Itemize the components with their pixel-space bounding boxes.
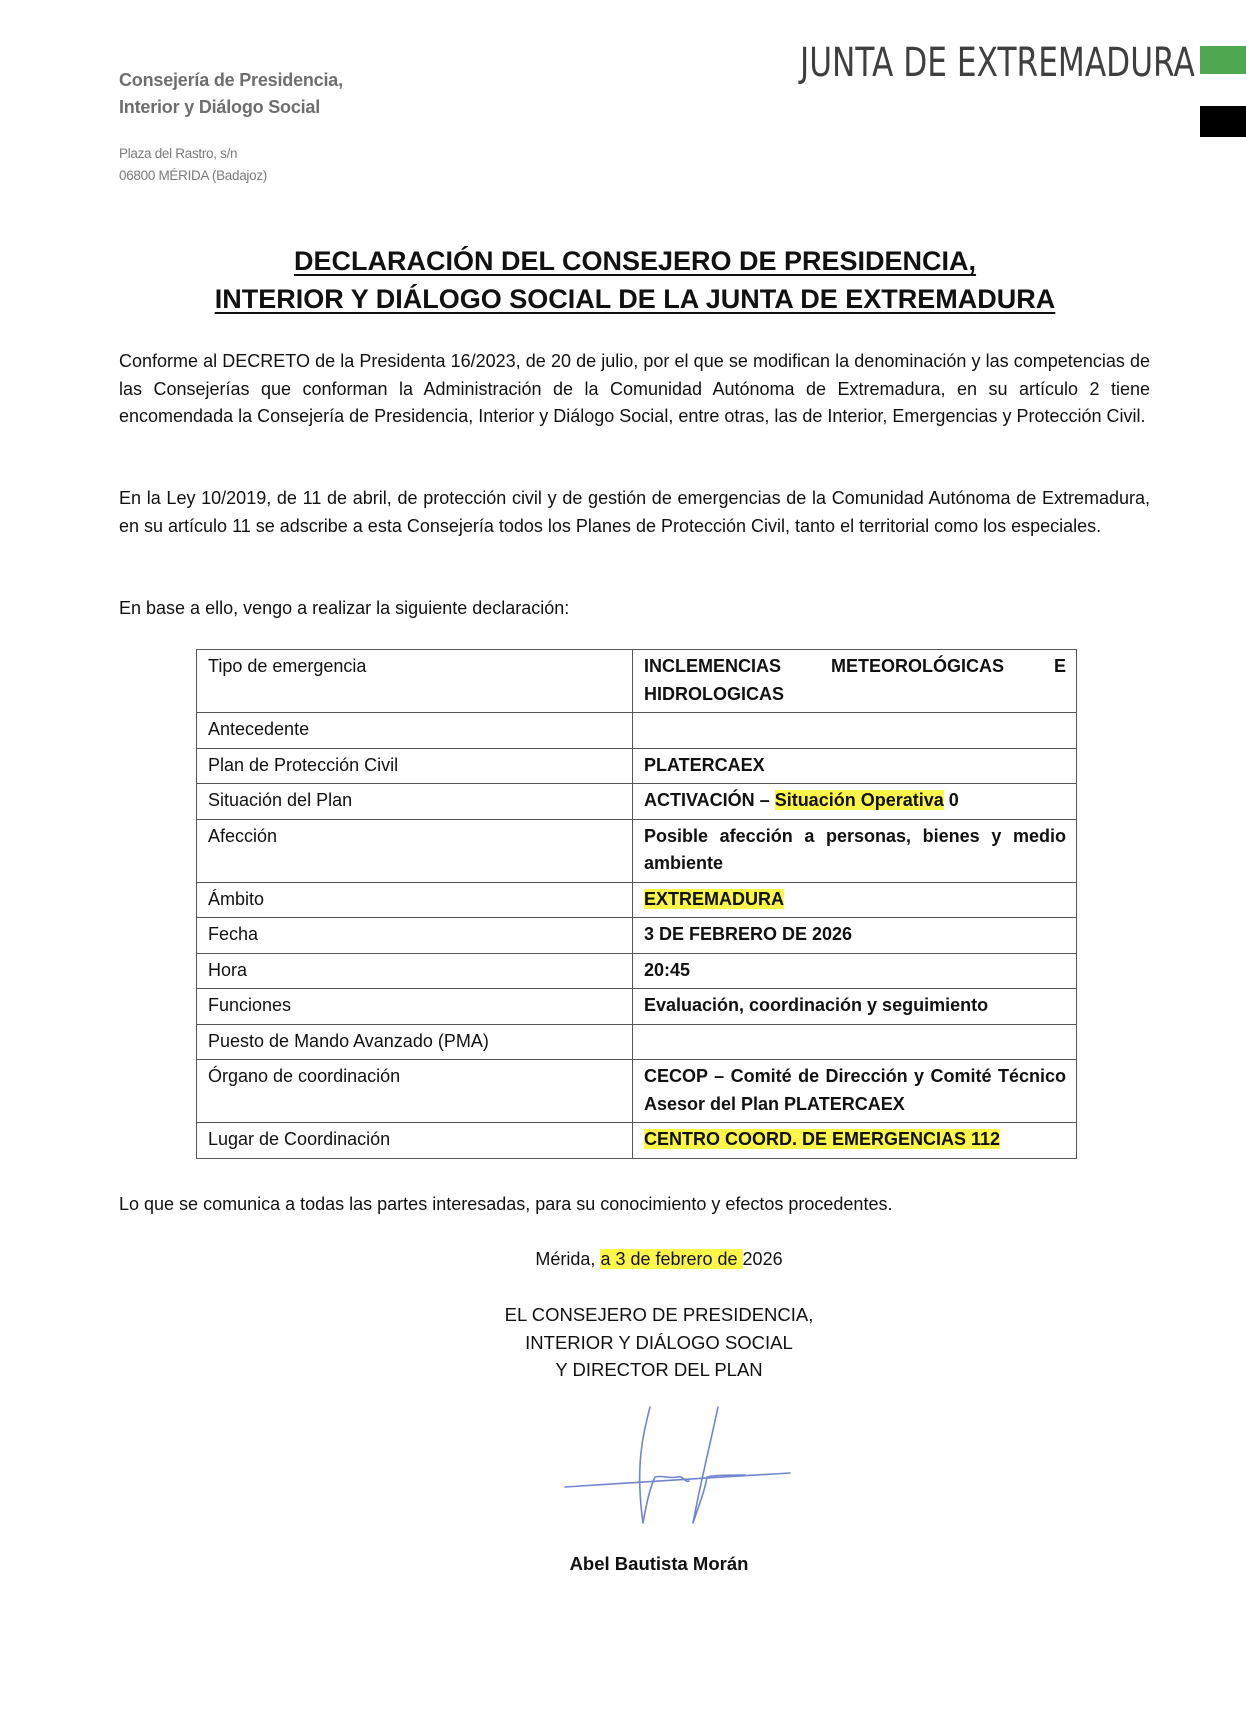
address-line2: 06800 MÉRIDA (Badajoz)	[119, 168, 267, 183]
place-and-date	[0, 1246, 1246, 1273]
title-line2: INTERIOR Y DIÁLOGO SOCIAL DE LA JUNTA DE EXTREMADURA	[214, 284, 1056, 314]
department-address	[119, 143, 267, 187]
address-line1: Plaza del Rastro, s/n	[119, 146, 238, 161]
row-value: Posible afección a personas, bienes y medio ambiente	[633, 819, 1077, 882]
title-line1: DECLARACIÓN DEL CONSEJERO DE PRESIDENCIA,	[293, 246, 977, 276]
row-value	[633, 784, 1077, 820]
row-label: Tipo de emergencia	[197, 650, 633, 713]
row-label: Antecedente	[197, 713, 633, 749]
row-value	[633, 882, 1077, 918]
row-value: 3 DE FEBRERO DE 2026	[633, 918, 1077, 954]
table-row	[197, 784, 1077, 820]
row-label: Órgano de coordinación	[197, 1060, 633, 1123]
row-value	[633, 1123, 1077, 1159]
document-title	[0, 242, 1246, 318]
department-name-line1: Consejería de Presidencia,	[119, 70, 343, 90]
closing-paragraph: Lo que se comunica a todas las partes interesadas, para su conocimiento y efectos procedentes.	[119, 1194, 893, 1214]
row-value	[633, 713, 1077, 749]
row-value: 20:45	[633, 953, 1077, 989]
row-value: Evaluación, coordinación y seguimiento	[633, 989, 1077, 1025]
department-name	[119, 67, 343, 121]
row-value: CECOP – Comité de Dirección y Comité Técnico Asesor del Plan PLATERCAEX	[633, 1060, 1077, 1123]
table-row	[197, 748, 1077, 784]
table-row	[197, 918, 1077, 954]
row-label: Afección	[197, 819, 633, 882]
row-label: Situación del Plan	[197, 784, 633, 820]
table-row	[197, 650, 1077, 713]
place-prefix: Mérida,	[535, 1249, 601, 1269]
flag-green-stripe	[1200, 46, 1246, 74]
handwritten-signature-icon	[555, 1405, 815, 1530]
row-label: Puesto de Mando Avanzado (PMA)	[197, 1024, 633, 1060]
signatory-title-line3: Y DIRECTOR DEL PLAN	[555, 1359, 763, 1380]
junta-logo: JUNTA DE EXTREMADURA	[800, 40, 1195, 86]
paragraph-ley: En la Ley 10/2019, de 11 de abril, de protección civil y de gestión de emergencias de la Comunidad Autónoma de Extremadura, en su artículo 11 se adscribe a esta Consejería todos los Planes de Protección Civil, tanto el territorial como los especiales.	[119, 488, 1150, 536]
value-suffix: 0	[943, 790, 959, 810]
signatory-title-line1: EL CONSEJERO DE PRESIDENCIA,	[504, 1304, 814, 1325]
highlighted-text: EXTREMADURA	[644, 888, 785, 909]
table-row	[197, 1024, 1077, 1060]
table-row	[197, 1060, 1077, 1123]
table-row	[197, 713, 1077, 749]
row-label: Ámbito	[197, 882, 633, 918]
department-name-line2: Interior y Diálogo Social	[119, 97, 321, 117]
table-row	[197, 882, 1077, 918]
row-value: PLATERCAEX	[633, 748, 1077, 784]
table-row	[197, 953, 1077, 989]
place-year: 2026	[742, 1249, 783, 1269]
declaration-table	[196, 649, 1077, 1159]
highlighted-text: CENTRO COORD. DE EMERGENCIAS 112	[644, 1129, 1001, 1149]
paragraph-decreto: Conforme al DECRETO de la Presidenta 16/2023, de 20 de julio, por el que se modifican la denominación y las competencias de las Consejerías que conforman la Administración de la Comunidad Autónoma de Extremadura, en su artículo 2 tiene encomendada la Consejería de Presidencia, Interior y Diálogo Social, entre otras, las de Interior, Emergencias y Protección Civil.	[119, 351, 1150, 426]
value-prefix: ACTIVACIÓN –	[644, 790, 775, 810]
row-label: Plan de Protección Civil	[197, 748, 633, 784]
table-row	[197, 989, 1077, 1025]
paragraph-intro: En base a ello, vengo a realizar la siguiente declaración:	[119, 598, 570, 618]
signatory-title-line2: INTERIOR Y DIÁLOGO SOCIAL	[525, 1331, 793, 1353]
row-value: INCLEMENCIAS METEOROLÓGICAS E HIDROLOGICAS	[633, 650, 1077, 713]
highlighted-date: a 3 de febrero de	[600, 1249, 743, 1269]
signer-name: Abel Bautista Morán	[569, 1553, 749, 1574]
highlighted-text: Situación Operativa	[774, 790, 944, 810]
row-label: Lugar de Coordinación	[197, 1123, 633, 1159]
row-label: Fecha	[197, 918, 633, 954]
row-label: Hora	[197, 953, 633, 989]
signatory-title	[0, 1301, 1246, 1384]
table-row	[197, 1123, 1077, 1159]
table-row	[197, 819, 1077, 882]
row-value	[633, 1024, 1077, 1060]
row-label: Funciones	[197, 989, 633, 1025]
flag-black-stripe	[1200, 106, 1246, 137]
